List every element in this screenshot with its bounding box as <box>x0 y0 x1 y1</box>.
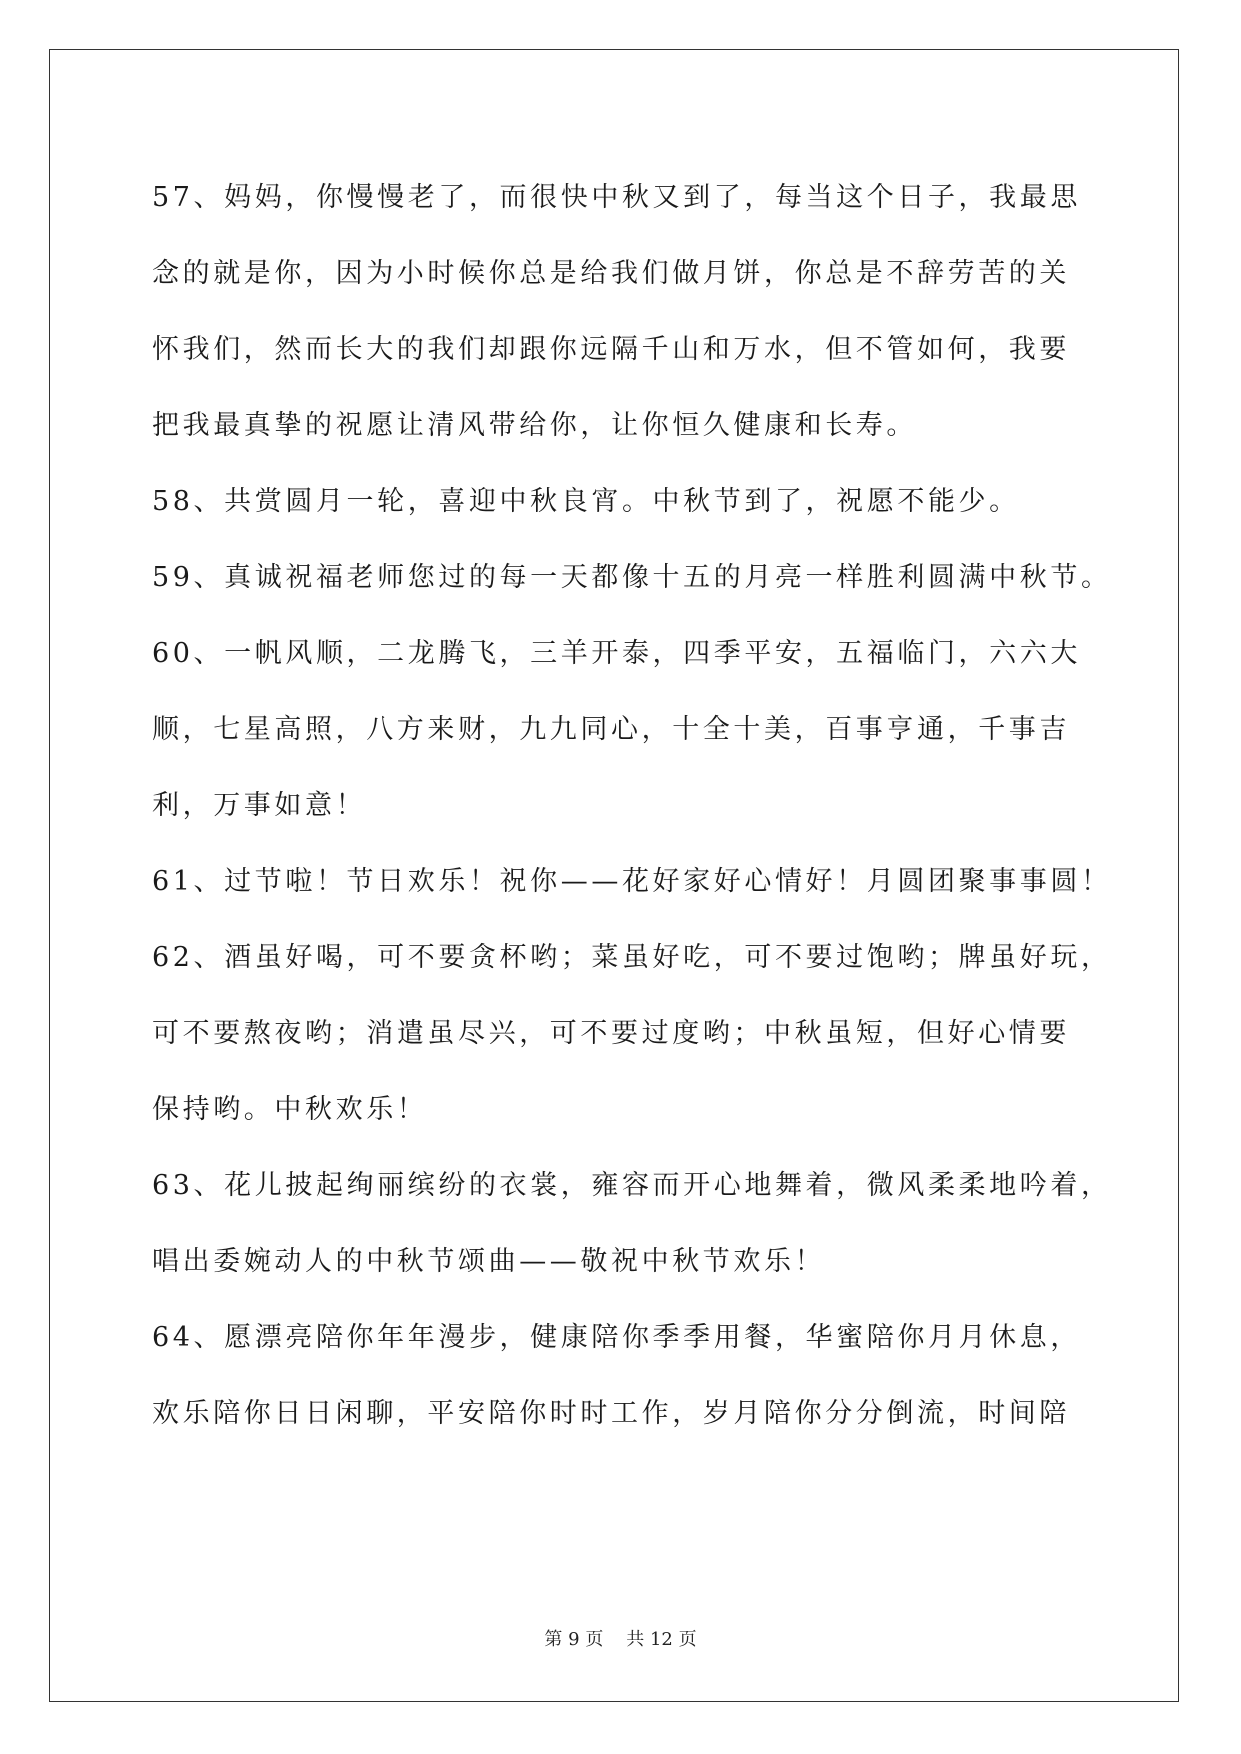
text-line: 63、花儿披起绚丽缤纷的衣裳，雍容而开心地舞着，微风柔柔地吟着， <box>152 1170 1112 1201</box>
text-line: 57、妈妈，你慢慢老了，而很快中秋又到了，每当这个日子，我最思 <box>152 182 1081 213</box>
text-line: 欢乐陪你日日闲聊，平安陪你时时工作，岁月陪你分分倒流，时间陪 <box>152 1398 1070 1429</box>
document-body <box>152 160 1112 1452</box>
text-line: 59、真诚祝福老师您过的每一天都像十五的月亮一样胜利圆满中秋节。 <box>152 562 1112 593</box>
text-line: 唱出委婉动人的中秋节颂曲——敬祝中秋节欢乐！ <box>152 1246 826 1277</box>
text-line: 62、酒虽好喝，可不要贪杯哟；菜虽好吃，可不要过饱哟；牌虽好玩， <box>152 942 1112 973</box>
text-line: 顺，七星高照，八方来财，九九同心，十全十美，百事亨通，千事吉 <box>152 714 1070 745</box>
text-line: 可不要熬夜哟；消遣虽尽兴，可不要过度哟；中秋虽短，但好心情要 <box>152 1018 1070 1049</box>
text-line: 把我最真挚的祝愿让清风带给你，让你恒久健康和长寿。 <box>152 410 917 441</box>
text-line: 64、愿漂亮陪你年年漫步，健康陪你季季用餐，华蜜陪你月月休息， <box>152 1322 1081 1353</box>
text-line: 60、一帆风顺，二龙腾飞，三羊开泰，四季平安，五福临门，六六大 <box>152 638 1081 669</box>
text-line: 念的就是你，因为小时候你总是给我们做月饼，你总是不辞劳苦的关 <box>152 258 1070 289</box>
page-total: 共 12 页 <box>626 1629 697 1650</box>
text-line: 保持哟。中秋欢乐！ <box>152 1094 428 1125</box>
text-line: 利，万事如意！ <box>152 790 367 821</box>
text-line: 61、过节啦！节日欢乐！祝你——花好家好心情好！月圆团聚事事圆！ <box>152 866 1112 897</box>
text-line: 58、共赏圆月一轮，喜迎中秋良宵。中秋节到了，祝愿不能少。 <box>152 486 1020 517</box>
page-footer <box>0 1628 1241 1652</box>
page-number: 第 9 页 <box>544 1629 604 1650</box>
text-line: 怀我们，然而长大的我们却跟你远隔千山和万水，但不管如何，我要 <box>152 334 1070 365</box>
